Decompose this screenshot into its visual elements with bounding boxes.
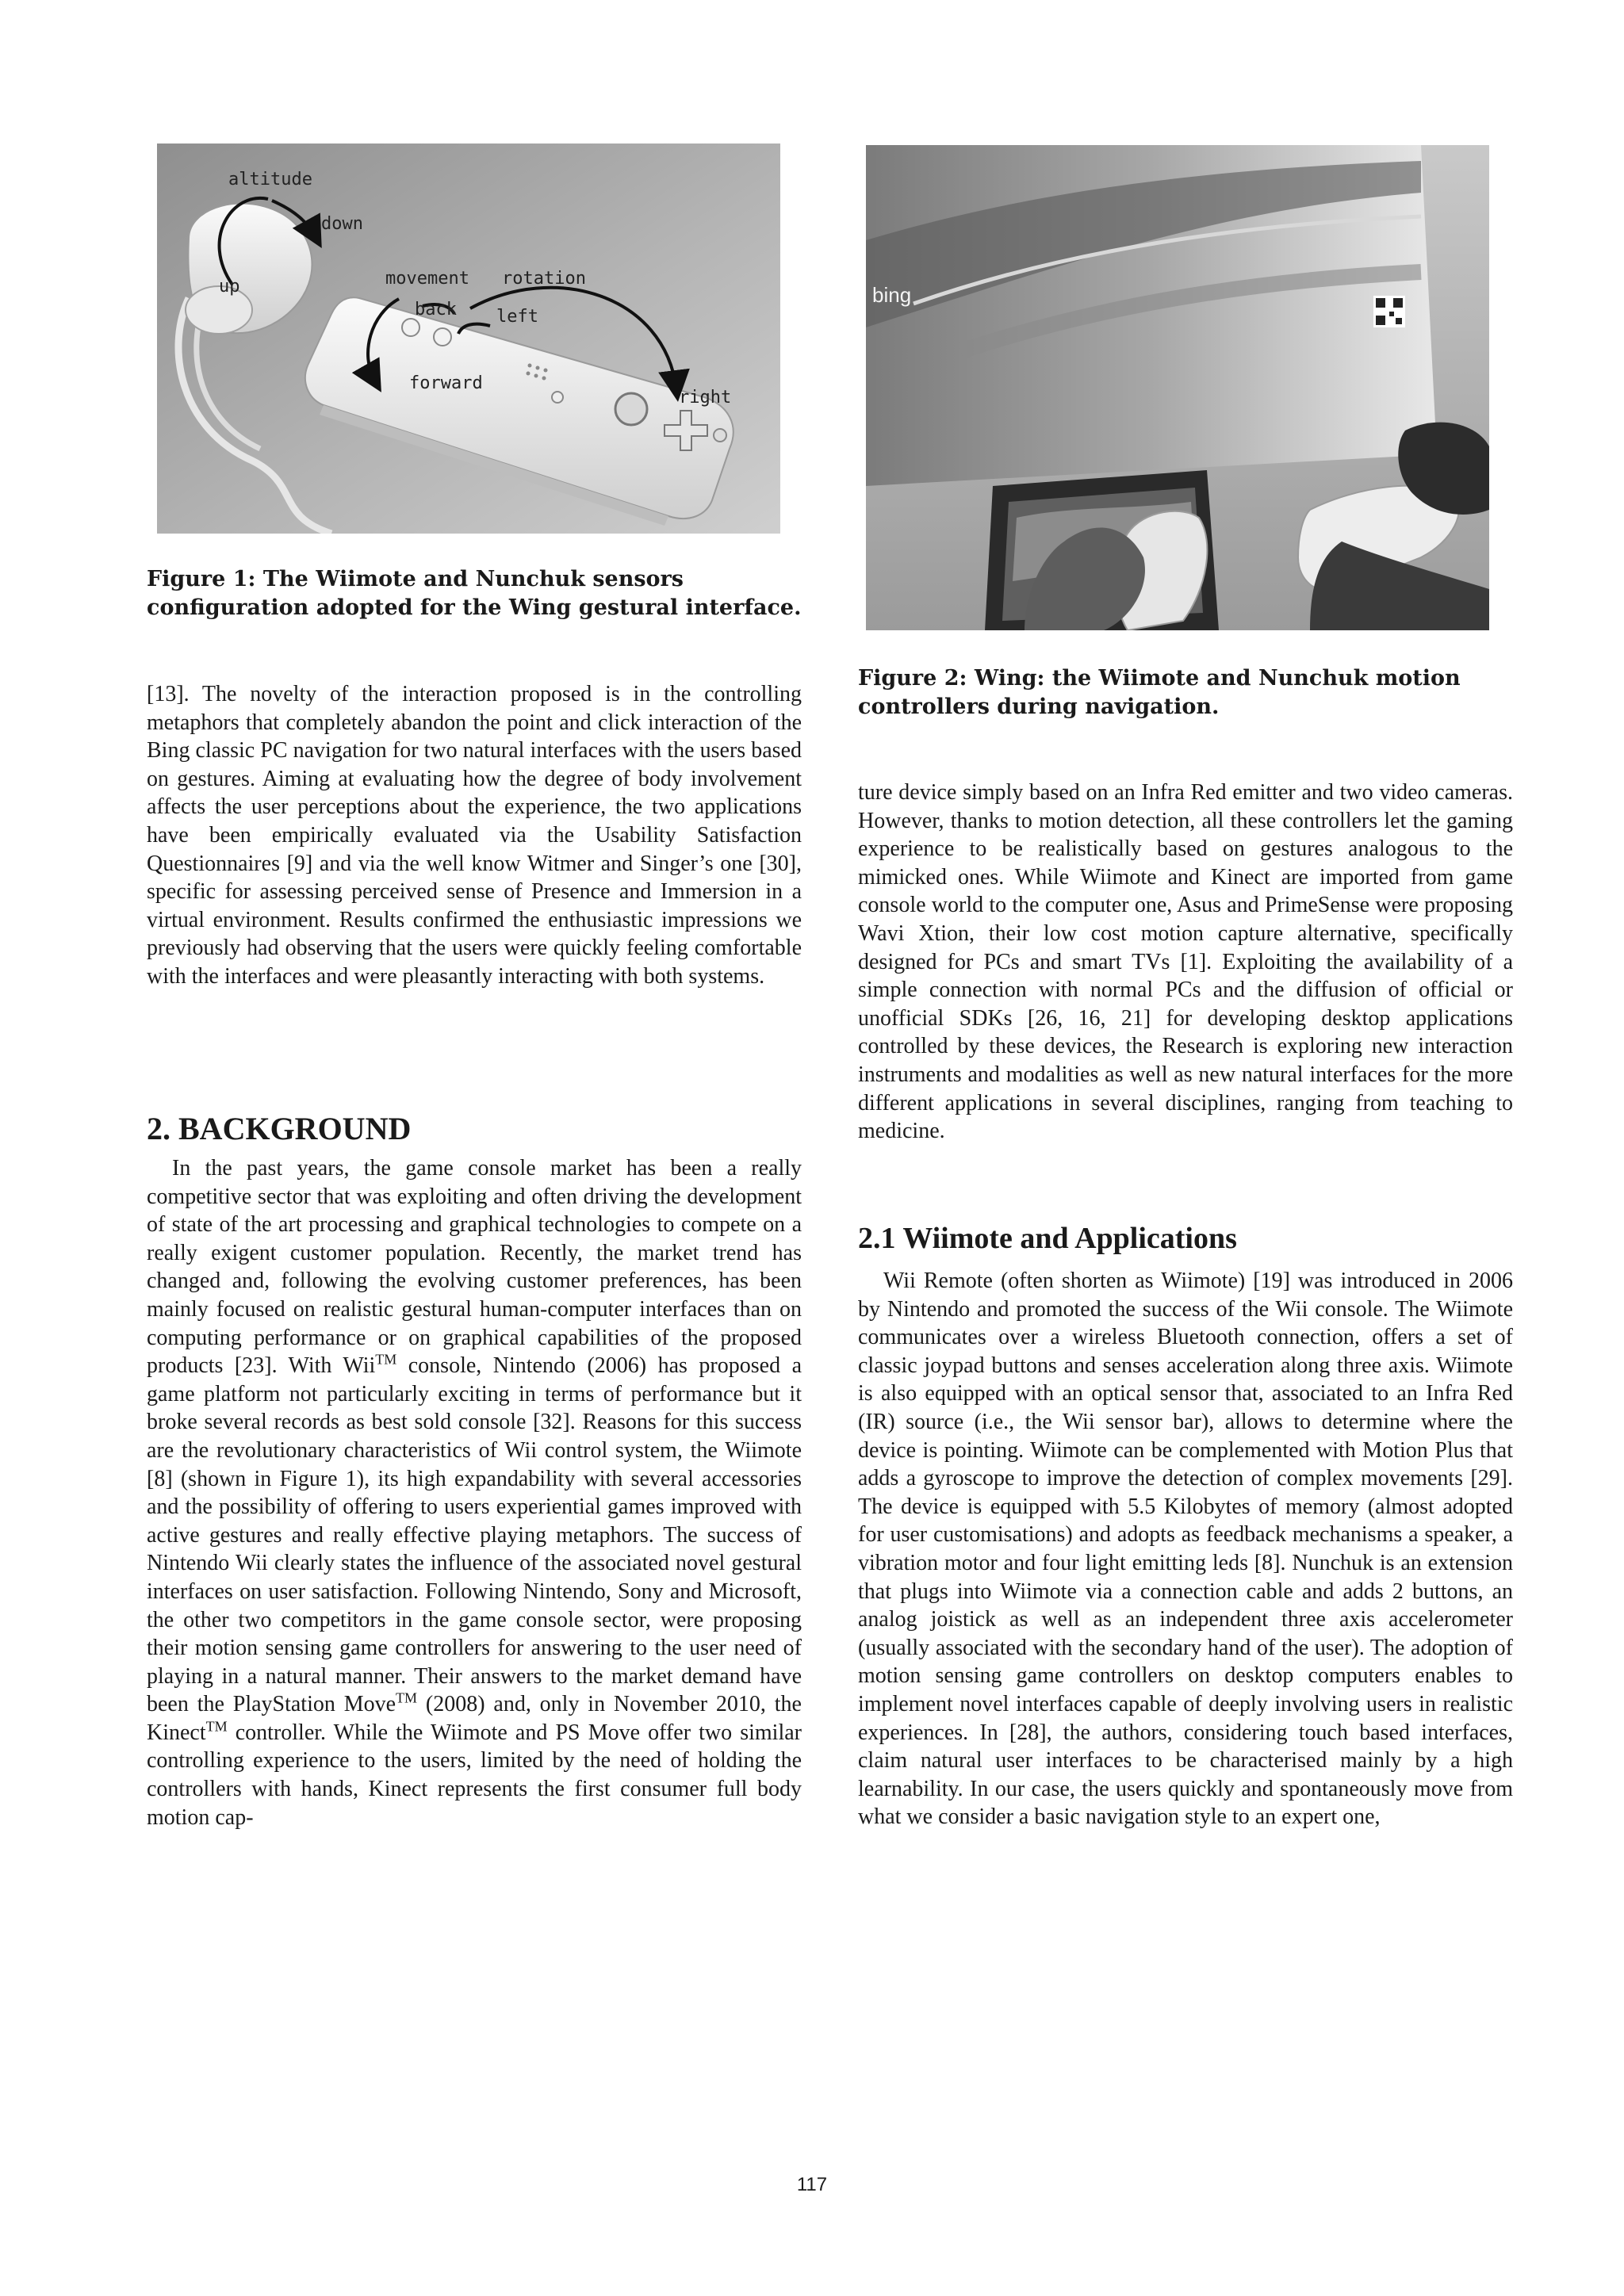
- intro-paragraph: [13]. The novelty of the interaction proposed is in the controlling metaphors that completely abandon the point and click interaction of the Bing classic PC navigation for two natural interfaces with the users based on gestures. Aiming at evaluating how the degree of body involvement affects the user perceptions about the experience, the two applications have been empirically evaluated via the Usability Satisfaction Questionnaires [9] and via the well know Witmer and Singer’s one [30], specific for assessing perceived sense of Presence and Immersion in a virtual environment. Results confirmed the enthusiastic impressions we previously had observing that the users were quickly feeling comfortable with the interfaces and were pleasantly interacting with both systems.: [147, 682, 802, 989]
- wiimote-paragraph: Wii Remote (often shorten as Wiimote) [19] was introduced in 2006 by Nintendo and promoted the success of the Wii console. The Wiimote communicates over a wireless Bluetooth connection, offers a set of classic joypad buttons and senses acceleration along three axis. Wiimote is also equipped with an optical sensor that, associated to an Infra Red (IR) source (i.e., the Wii sensor bar), allows to determine where the device is pointing. Wiimote can be complemented with Motion Plus that adds a gyroscope to improve the detection of complex movements [29]. The device is equipped with 5.5 Kilobytes of memory (almost adopted for user customisations) and adopts as feedback mechanisms a speaker, a vibration motor and four light emitting leds [8]. Nunchuk is an extension that plugs into Wiimote via a connection cable and adds 2 buttons, an analog joistick as well as an independent three axis accelerometer (usually associated with the secondary hand of the user). The adoption of motion sensing game controllers on desktop computers enables to implement novel interfaces capable of deeply involving users in realistic experiences. In [28], the authors, considering touch based interfaces, claim natural user interfaces to be characterised mainly by a high learnability. In our case, the users quickly and spontaneously move from what we consider a basic navigation style to an expert one,: [858, 1269, 1513, 1830]
- right-column: [858, 779, 1513, 1146]
- background-part-4: controller. While the Wiimote and PS Move offer two similar controlling experience to the users, limited by the need of holding the controllers with hands, Kinect represents the first consumer full body motion cap-: [147, 1720, 802, 1830]
- trademark-wii: TM: [375, 1351, 397, 1368]
- figure-2-photo: [866, 145, 1489, 630]
- background-text: [147, 1154, 802, 1831]
- label-forward: forward: [409, 373, 483, 393]
- label-rotation: rotation: [502, 269, 586, 289]
- left-column: [147, 680, 802, 991]
- label-movement: movement: [385, 269, 469, 289]
- figure-1-caption: Figure 1: The Wiimote and Nunchuk sensors configuration adopted for the Wing gestural interface.: [147, 567, 802, 620]
- section-heading-background: 2. BACKGROUND: [147, 1111, 412, 1146]
- label-left: left: [496, 307, 538, 327]
- bing-logo: bing: [872, 283, 912, 307]
- label-altitude: altitude: [228, 170, 312, 189]
- label-right: right: [679, 388, 732, 408]
- trademark-move: TM: [396, 1689, 418, 1706]
- page-number: 117: [796, 2174, 828, 2195]
- background-part-2: console, Nintendo (2006) has proposed a game platform not particularly exciting in terms of performance but it broke several records as best sold console [32]. Reasons for this success are the revolutionary characteristics of Wii control system, the Wiimote [8] (shown in Figure 1), its high expandability with several accessories and the possibility of offering to users experiential games improved with active gestures and really effective playing metaphors. The success of Nintendo Wii clearly states the influence of the associated novel gestural interfaces on user satisfaction. Following Nintendo, Sony and Microsoft, the other two competitors in the game console sector, were proposing their motion sensing game controllers for answering to the user need of playing in a natural manner. Their answers to the market demand have been the PlayStation Move: [147, 1353, 802, 1717]
- continuation-paragraph: ture device simply based on an Infra Red emitter and two video cameras. However, thanks to motion detection, all these controllers let the gaming experience to be realistically based on gestures analogous to the mimicked ones. While Wiimote and Kinect are imported from game console world to the computer one, Asus and PrimeSense were proposing Wavi Xtion, their low cost motion capture alternative, specifically designed for PCs and smart TVs [1]. Exploiting the availability of a simple connection with normal PCs and the diffusion of official or unofficial SDKs [26, 16, 21] for developing desktop applications controlled by these devices, the Research is exploring new interaction instruments and modalities as well as new natural interfaces for the more different applications in several disciplines, ranging from teaching to medicine.: [858, 780, 1513, 1144]
- background-part-1: In the past years, the game console market has been a really competitive sector that was exploiting and often driving the development of state of the art processing and graphical technologies to compete on a really exigent customer population. Recently, the market trend has changed and, following the evolving customer preferences, has been mainly focused on realistic gestural human-computer interfaces than on computing performance or on graphical capabilities of the proposed products [23]. With Wii: [147, 1156, 802, 1379]
- figure-1-photo: [157, 144, 780, 534]
- label-back: back: [415, 300, 457, 320]
- background-part-3: (2008) and, only in November 2010, the Kinect: [147, 1692, 802, 1745]
- trademark-kinect: TM: [205, 1718, 228, 1735]
- label-down: down: [321, 214, 363, 234]
- wiimote-text: [858, 1267, 1513, 1831]
- background-paragraph: [147, 1154, 802, 1831]
- figure-2-caption: Figure 2: Wing: the Wiimote and Nunchuk motion controllers during navigation.: [858, 666, 1461, 719]
- subsection-heading-wiimote: 2.1 Wiimote and Applications: [858, 1222, 1237, 1255]
- label-up: up: [219, 277, 240, 297]
